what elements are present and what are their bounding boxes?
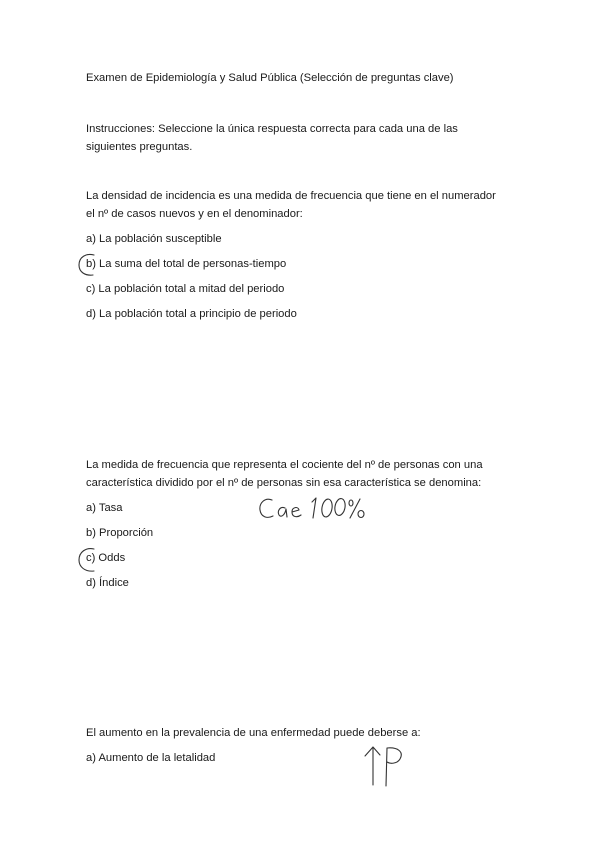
question-1-option-d[interactable]: d) La población total a principio de periodo bbox=[86, 308, 297, 320]
handwritten-note-cae-100 bbox=[256, 494, 372, 524]
question-2-stem-line-2: característica dividido por el nº de personas sin esa característica se denomina: bbox=[86, 477, 482, 489]
answer-circle-mark bbox=[74, 252, 104, 278]
instructions-line-1: Instrucciones: Seleccione la única respuesta correcta para cada una de las bbox=[86, 123, 458, 135]
page-title: Examen de Epidemiología y Salud Pública (Selección de preguntas clave) bbox=[86, 72, 454, 84]
question-2-option-d[interactable]: d) Índice bbox=[86, 577, 129, 589]
question-1-stem-line-1: La densidad de incidencia es una medida de frecuencia que tiene en el numerador bbox=[86, 190, 496, 202]
question-2-option-c[interactable]: c) Odds bbox=[86, 552, 126, 564]
question-1-option-c[interactable]: c) La población total a mitad del periodo bbox=[86, 283, 285, 295]
question-2-option-a[interactable]: a) Tasa bbox=[86, 502, 123, 514]
instructions-line-2: siguientes preguntas. bbox=[86, 141, 193, 153]
question-3-option-a[interactable]: a) Aumento de la letalidad bbox=[86, 752, 216, 764]
question-2-option-b[interactable]: b) Proporción bbox=[86, 527, 154, 539]
handwritten-note-increase-p bbox=[360, 744, 410, 788]
question-1-option-a[interactable]: a) La población susceptible bbox=[86, 233, 222, 245]
question-1-option-b[interactable]: b) La suma del total de personas-tiempo bbox=[86, 258, 287, 270]
question-3-stem-line-1: El aumento en la prevalencia de una enfermedad puede deberse a: bbox=[86, 727, 421, 739]
question-1-stem-line-2: el nº de casos nuevos y en el denominador: bbox=[86, 208, 303, 220]
answer-circle-mark bbox=[74, 546, 104, 574]
question-2-stem-line-1: La medida de frecuencia que representa el cociente del nº de personas con una bbox=[86, 459, 483, 471]
